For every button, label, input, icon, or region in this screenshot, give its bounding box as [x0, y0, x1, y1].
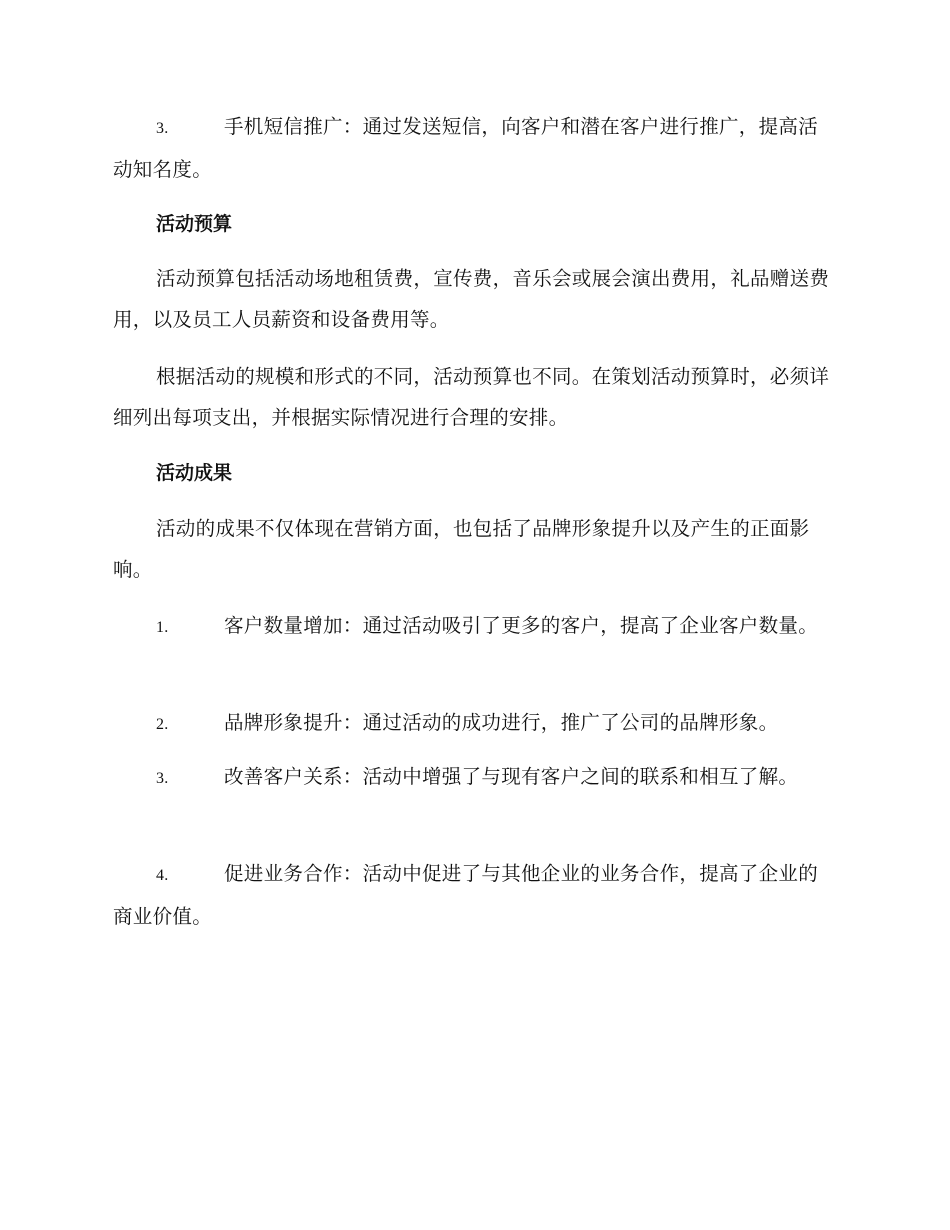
list-item-text: 手机短信推广：通过发送短信，向客户和潜在客户进行推广，提高活动知名度。 [113, 115, 819, 181]
section-heading-budget: 活动预算 [156, 213, 233, 235]
list-item [113, 702, 833, 745]
list-item-number: 3. [156, 120, 169, 137]
list-item [113, 756, 833, 799]
list-item-text: 客户数量增加：通过活动吸引了更多的客户，提高了企业客户数量。 [224, 614, 819, 637]
results-intro: 活动的成果不仅体现在营销方面，也包括了品牌形象提升以及产生的正面影响。 [113, 517, 810, 581]
section-heading-results: 活动成果 [156, 462, 233, 484]
budget-paragraph: 根据活动的规模和形式的不同，活动预算也不同。在策划活动预算时，必须详细列出每项支出，并根据实际情况进行合理的安排。 [113, 365, 830, 429]
list-item-number: 2. [156, 716, 169, 733]
list-item-text: 改善客户关系：活动中增强了与现有客户之间的联系和相互了解。 [224, 765, 799, 788]
list-item-number: 1. [156, 619, 169, 636]
budget-paragraph: 活动预算包括活动场地租赁费，宣传费，音乐会或展会演出费用，礼品赠送费用，以及员工人员薪资和设备费用等。 [113, 267, 830, 331]
list-item-number: 3. [156, 770, 169, 787]
list-item-text: 品牌形象提升：通过活动的成功进行，推广了公司的品牌形象。 [224, 711, 779, 734]
list-item-text: 促进业务合作：活动中促进了与其他企业的业务合作，提高了企业的商业价值。 [113, 862, 819, 928]
list-item [113, 106, 833, 190]
list-item [113, 853, 833, 937]
list-item [113, 605, 833, 648]
list-item-number: 4. [156, 867, 169, 884]
